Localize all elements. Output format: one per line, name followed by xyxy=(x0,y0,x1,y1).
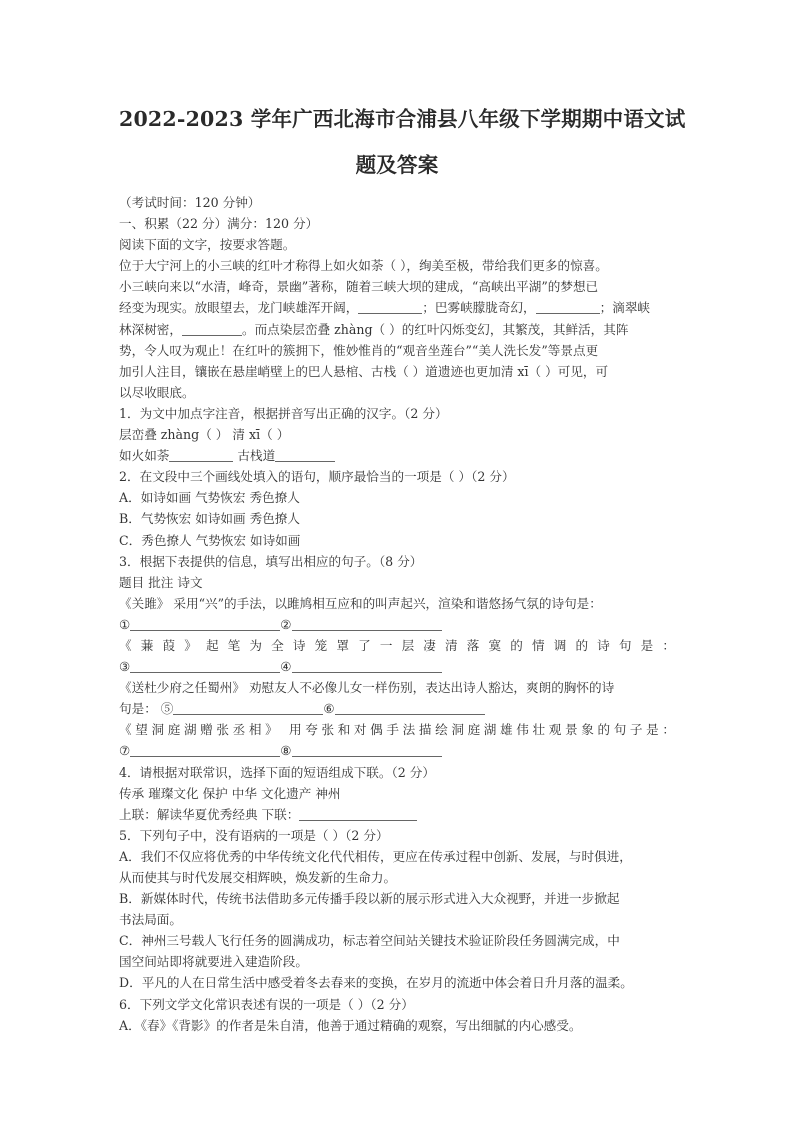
question-stem: 1．为文中加点字注音，根据拼音写出正确的汉字。（2 分） xyxy=(119,405,448,421)
answer-blank xyxy=(275,447,335,462)
answer-prefix: 句是： xyxy=(119,701,161,717)
couplet-line xyxy=(119,804,675,825)
question-line xyxy=(119,445,675,466)
couplet-text: 上联：解读华夏优秀经典 下联： xyxy=(119,806,300,822)
passage-text: 。而点染层峦叠 zhàng（ ）的红叶闪烁变幻，其繁茂，其鲜活，其阵 xyxy=(241,321,629,337)
answer-blank xyxy=(130,742,280,757)
passage-text: ；巴雾峡朦胧奇幻， xyxy=(422,300,536,316)
option-b: B．新媒体时代，传统书法借助多元传播手段以新的展示形式进入大众视野，并进一步掀起 xyxy=(119,891,620,907)
question-text: 古栈道 xyxy=(233,448,276,464)
table-row: 《望洞庭湖赠张丞相》 用夸张和对偶手法描绘洞庭湖雄伟壮观景象的句子是： xyxy=(119,722,675,738)
passage-line: 小三峡向来以“水清，峰奇，景幽”著称，随着三峡大坝的建成，“高峡出平湖”的梦想已 xyxy=(119,279,599,295)
table-row: 《 蒹 葭 》 起 笔 为 全 诗 笼 罩 了 一 层 凄 清 落 寞 的 情 调 的 诗 句 是 ： xyxy=(119,637,675,653)
answer-blank xyxy=(130,616,280,631)
exam-time: （考试时间：120 分钟） xyxy=(119,195,261,210)
table-row: 《送杜少府之任蜀州》 劝慰友人不必像儿女一样伤别，表达出诗人豁达，爽朗的胸怀的诗 xyxy=(119,680,615,696)
answer-marker: ⑦ xyxy=(119,743,131,759)
answer-line xyxy=(119,656,675,677)
passage-text: ；滴翠峡 xyxy=(599,300,650,316)
option-c-cont: 国空间站即将就要进入建造阶段。 xyxy=(119,954,308,970)
instruction: 阅读下面的文字，按要求答题。 xyxy=(119,237,296,253)
reading-passage xyxy=(119,255,675,403)
question-1 xyxy=(119,403,675,466)
answer-blank xyxy=(292,658,442,673)
answer-line xyxy=(119,698,675,719)
answer-blank xyxy=(335,700,485,715)
passage-line xyxy=(119,297,675,318)
option-a: A．《春》《背影》的作者是朱自清，他善于通过精确的观察，写出细腻的内心感受。 xyxy=(119,1017,582,1033)
answer-blank xyxy=(173,700,323,715)
passage-line: 势，令人叹为观止！在红叶的簇拥下，惟妙惟肖的“观音坐莲台”“美人洗长发”等景点更 xyxy=(119,342,599,358)
question-3 xyxy=(119,551,675,762)
question-line: 层峦叠 zhàng（ ） 清 xī（ ） xyxy=(119,427,290,443)
answer-blank xyxy=(292,742,442,757)
option-c: C．神州三号载人飞行任务的圆满成功，标志着空间站关键技术验证阶段任务圆满完成，中 xyxy=(119,933,620,949)
question-stem: 3．根据下表提供的信息，填写出相应的句子。（8 分） xyxy=(119,553,423,569)
answer-blank xyxy=(130,658,280,673)
document-body xyxy=(119,192,675,1036)
question-stem: 2．在文段中三个画线处填入的语句，顺序最恰当的一项是（ ）（2 分） xyxy=(119,469,515,485)
question-stem: 6．下列文学文化常识表述有误的一项是（ ）（2 分） xyxy=(119,996,414,1012)
answer-marker: ① xyxy=(119,616,131,632)
answer-marker: ④ xyxy=(280,659,292,675)
answer-marker: ② xyxy=(280,616,292,632)
option-d: D．平凡的人在日常生活中感受着冬去春来的变换，在岁月的流逝中体会着日升月落的温柔。 xyxy=(119,975,633,991)
section-heading: 一、积累（22 分）满分：120 分） xyxy=(119,216,319,232)
exam-page xyxy=(119,100,686,1036)
option-a: A．我们不仅应将优秀的中华传统文化代代相传，更应在传承过程中创新、发展，与时俱进， xyxy=(119,848,632,864)
answer-blank xyxy=(536,299,600,314)
question-6 xyxy=(119,994,675,1036)
passage-text: 经变为现实。放眼望去，龙门峡雄浑开阔， xyxy=(119,300,359,316)
passage-line: 以尽收眼底。 xyxy=(119,384,195,400)
answer-marker: ⑤ xyxy=(160,701,174,717)
answer-line xyxy=(119,740,675,761)
answer-marker: ⑥ xyxy=(323,701,335,717)
passage-line xyxy=(119,319,675,340)
answer-blank xyxy=(299,806,417,821)
phrase-list: 传承 璀璨文化 保护 中华 文化遗产 神州 xyxy=(119,785,341,801)
question-stem: 5．下列句子中，没有语病的一项是（ ）（2 分） xyxy=(119,827,389,843)
option-b-cont: 书法局面。 xyxy=(119,912,182,928)
answer-blank xyxy=(169,447,233,462)
answer-blank xyxy=(292,616,442,631)
option-a-cont: 从而使其与时代发展交相辉映，焕发新的生命力。 xyxy=(119,870,397,885)
answer-line xyxy=(119,614,675,635)
passage-line: 位于大宁河上的小三峡的红叶才称得上如火如荼（ ），绚美至极，带给我们更多的惊喜。 xyxy=(119,258,608,274)
question-4 xyxy=(119,762,675,825)
question-5 xyxy=(119,825,675,994)
passage-line: 加引人注目，镶嵌在悬崖峭壁上的巴人悬棺、古栈（ ）道遗迹也更加清 xī（ ）可见，可 xyxy=(119,363,609,379)
table-header: 题目 批注 诗文 xyxy=(119,574,203,590)
title-line-2: 题及答案 xyxy=(355,153,439,177)
answer-marker: ⑧ xyxy=(280,743,292,759)
answer-marker: ③ xyxy=(119,659,131,675)
option-b: B．气势恢宏 如诗如画 秀色撩人 xyxy=(119,511,300,527)
question-2 xyxy=(119,466,675,550)
option-c: C．秀色撩人 气势恢宏 如诗如画 xyxy=(119,532,301,548)
table-row: 《关雎》 采用“兴”的手法，以雎鸠相互应和的叫声起兴，渲染和谐悠扬气氛的诗句是： xyxy=(119,595,602,611)
option-a: A．如诗如画 气势恢宏 秀色撩人 xyxy=(119,490,300,506)
answer-blank xyxy=(358,299,422,314)
answer-blank xyxy=(182,321,242,336)
title-line-1: 2022-2023 学年广西北海市合浦县八年级下学期期中语文试 xyxy=(119,107,686,131)
document-title xyxy=(119,100,686,184)
question-stem: 4．请根据对联常识，选择下面的短语组成下联。（2 分） xyxy=(119,764,435,780)
question-text: 如火如荼 xyxy=(119,448,170,464)
passage-text: 林深树密， xyxy=(119,321,182,337)
